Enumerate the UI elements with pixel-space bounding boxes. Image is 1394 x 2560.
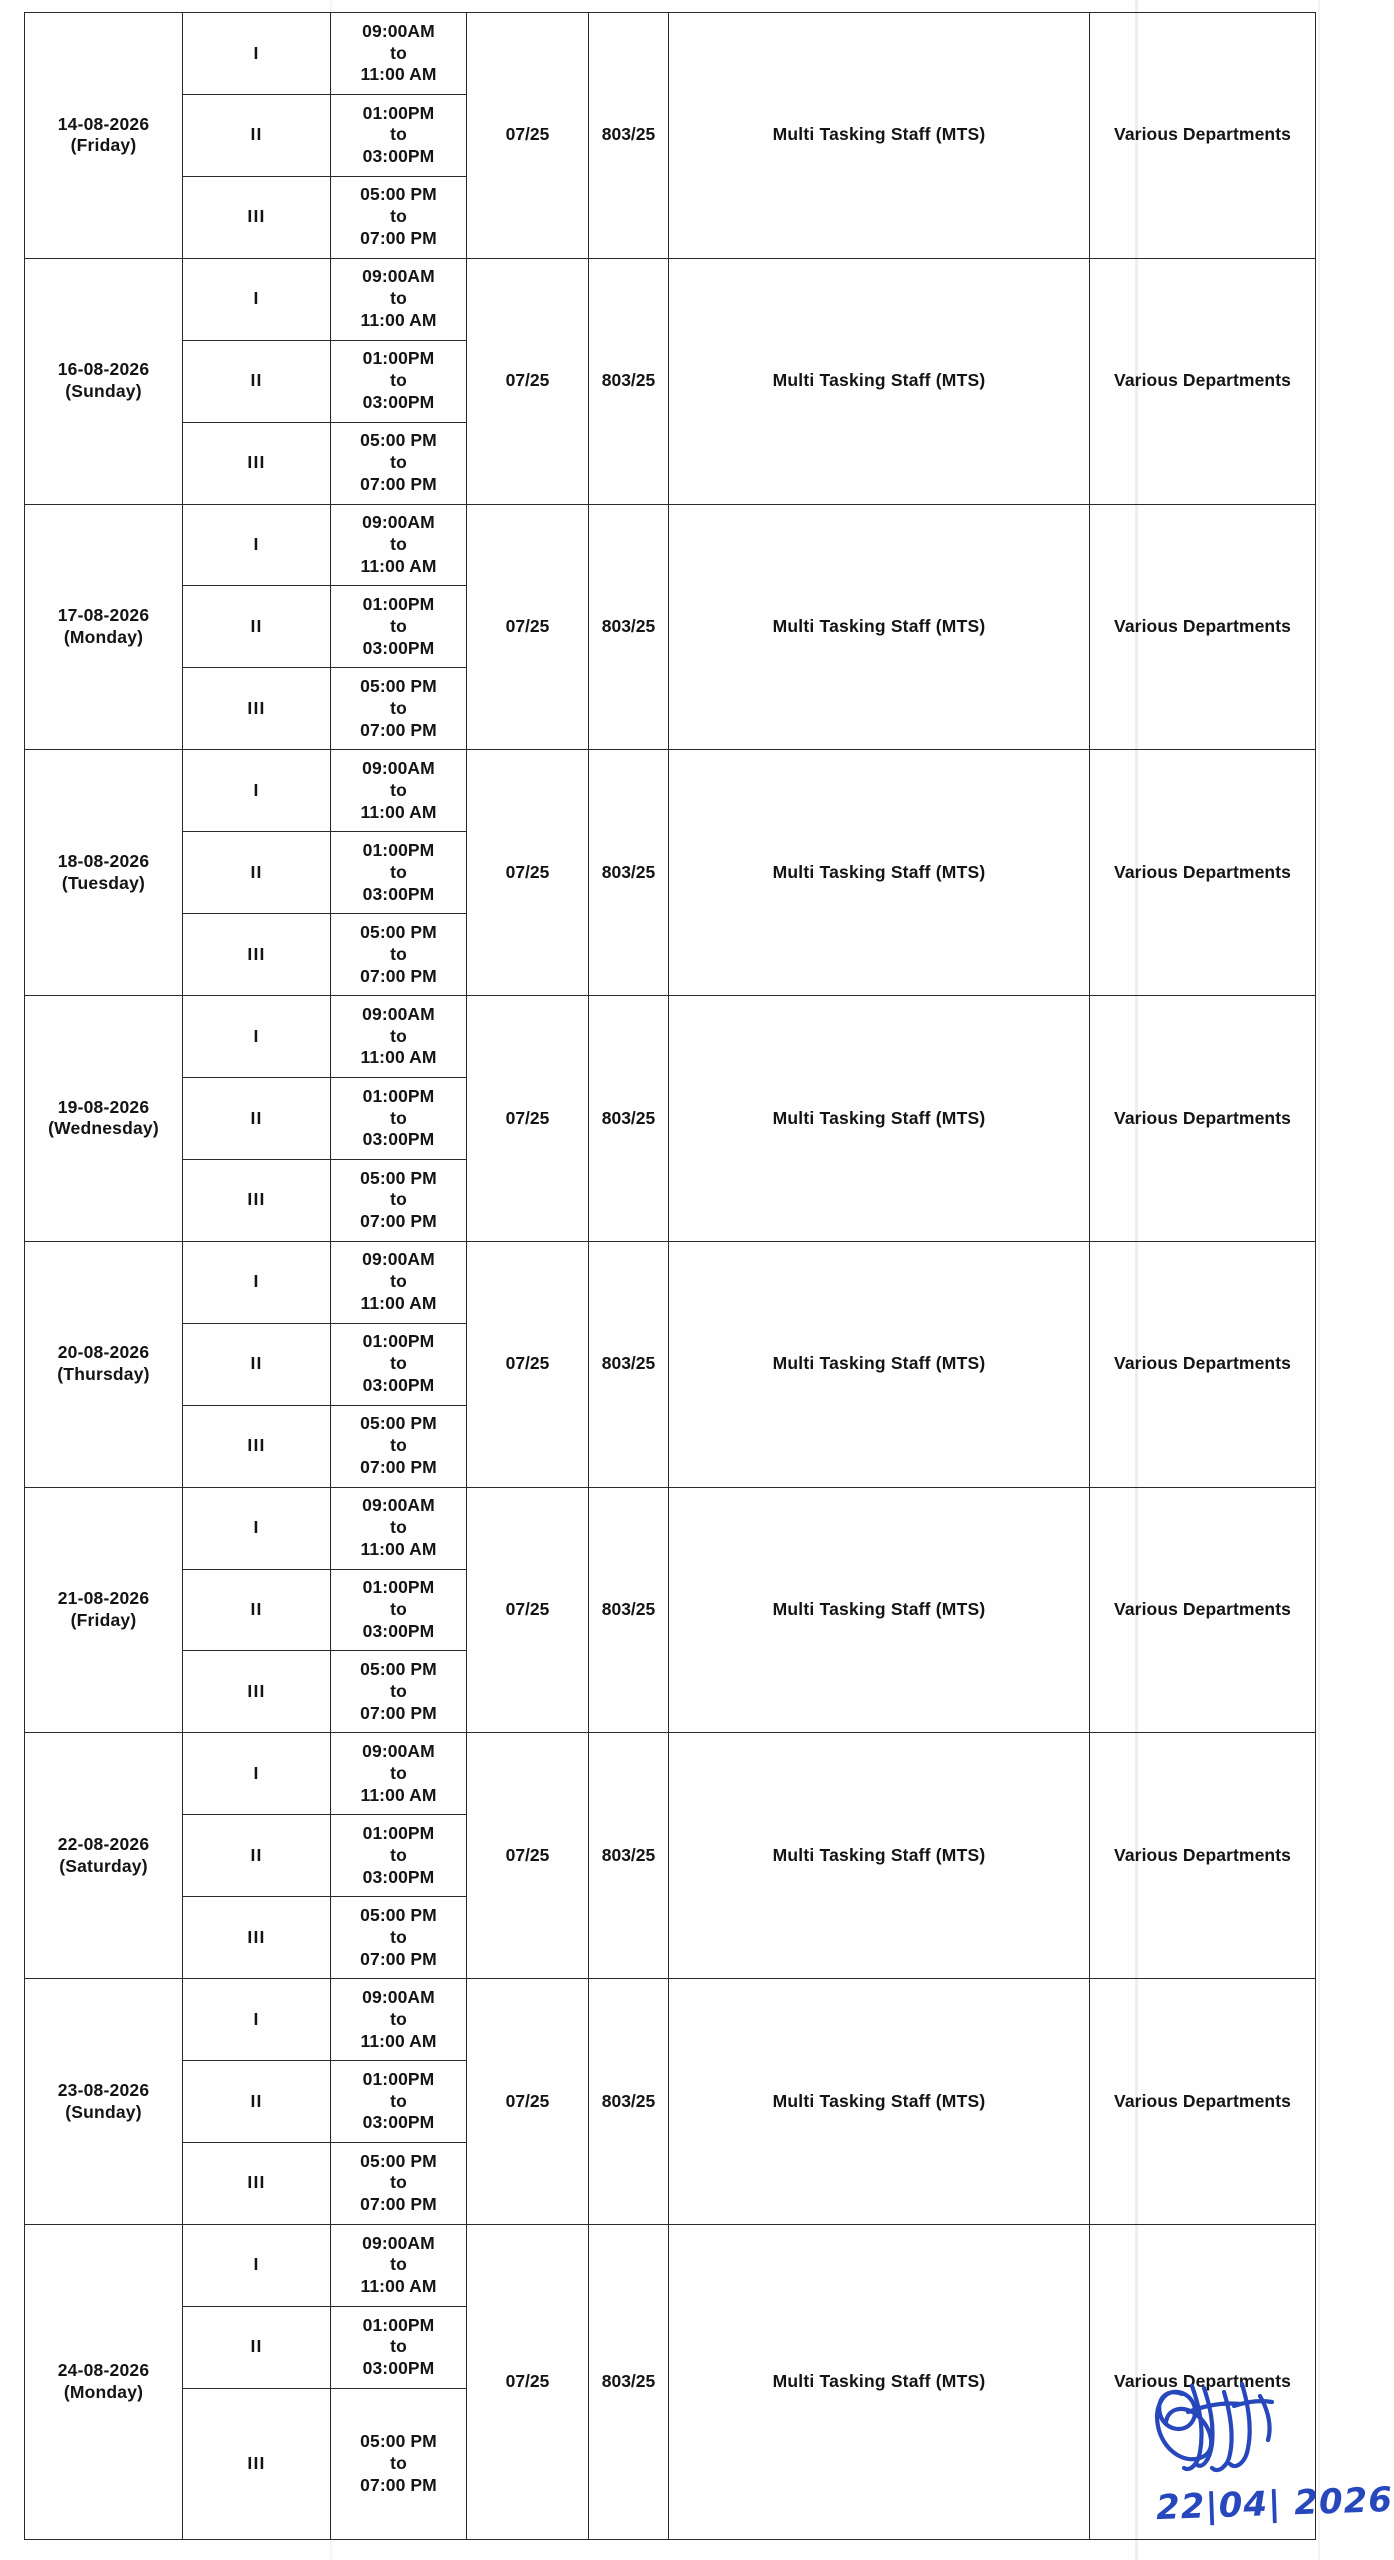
exam-date: 21-08-2026 [57,1588,150,1609]
post-code-cell: 803/25 [589,750,669,996]
time-start: 01:00PM [362,839,435,860]
session-time-cell [331,422,467,504]
session-cell: I [183,996,331,1078]
time-separator: to [390,2453,407,2474]
time-start: 05:00 PM [360,430,437,451]
time-start: 09:00AM [362,1249,435,1270]
session-cell: II [183,1323,331,1405]
session-cell: II [183,2061,331,2143]
exam-date: 19-08-2026 [57,1096,150,1117]
exam-day-of-week: (Sunday) [65,2101,142,2122]
session-time-cell [331,1651,467,1733]
time-start: 01:00PM [362,102,435,123]
exam-date-cell [25,13,183,259]
time-separator: to [390,1189,407,1210]
department-cell: Various Departments [1090,1979,1316,2225]
exam-date: 18-08-2026 [57,850,150,871]
time-start: 09:00AM [362,2232,435,2253]
session-time-cell [331,2306,467,2388]
time-separator: to [390,1025,407,1046]
exam-day-of-week: (Friday) [70,135,137,156]
time-end: 03:00PM [362,1375,435,1396]
time-separator: to [390,288,407,309]
session-time-cell [331,1979,467,2061]
department-cell: Various Departments [1090,2224,1316,2539]
time-separator: to [390,2336,407,2357]
session-cell: III [183,422,331,504]
session-time-cell [331,914,467,996]
department-cell: Various Departments [1090,996,1316,1242]
time-end: 11:00 AM [360,310,437,331]
session-cell: I [183,750,331,832]
session-time-cell [331,340,467,422]
time-start: 05:00 PM [360,2431,437,2452]
table-row [25,996,1316,1078]
session-cell: II [183,1077,331,1159]
schedule-sheet [24,12,1315,2540]
time-separator: to [390,1680,407,1701]
session-time-cell [331,1897,467,1979]
advt-no-cell: 07/25 [467,258,589,504]
time-end: 03:00PM [362,1620,435,1641]
advt-no-cell: 07/25 [467,996,589,1242]
time-start: 05:00 PM [360,1904,437,1925]
exam-date-cell [25,2224,183,2539]
session-time-cell [331,1077,467,1159]
advt-no-cell: 07/25 [467,504,589,750]
post-name-cell: Multi Tasking Staff (MTS) [669,258,1090,504]
time-start: 05:00 PM [360,1413,437,1434]
time-start: 09:00AM [362,1003,435,1024]
exam-date: 20-08-2026 [57,1342,150,1363]
exam-day-of-week: (Friday) [70,1609,137,1630]
time-end: 11:00 AM [360,1784,437,1805]
post-name-cell: Multi Tasking Staff (MTS) [669,1487,1090,1733]
post-name-cell: Multi Tasking Staff (MTS) [669,1979,1090,2225]
time-end: 07:00 PM [360,719,437,740]
time-start: 05:00 PM [360,1659,437,1680]
time-separator: to [390,943,407,964]
post-code-cell: 803/25 [589,1733,669,1979]
time-separator: to [390,1517,407,1538]
exam-date: 23-08-2026 [57,2079,150,2100]
exam-date-cell [25,1241,183,1487]
session-cell: II [183,832,331,914]
session-cell: III [183,1159,331,1241]
session-cell: III [183,1405,331,1487]
exam-date-cell [25,504,183,750]
time-start: 09:00AM [362,1741,435,1761]
advt-no-cell: 07/25 [467,2224,589,2539]
department-cell: Various Departments [1090,258,1316,504]
time-end: 03:00PM [362,2112,435,2133]
time-separator: to [390,779,407,800]
exam-date-cell [25,1979,183,2225]
session-time-cell [331,1815,467,1897]
time-end: 03:00PM [362,146,435,167]
post-code-cell: 803/25 [589,996,669,1242]
post-code-cell: 803/25 [589,504,669,750]
session-cell: I [183,2224,331,2306]
session-cell: I [183,1979,331,2061]
session-time-cell [331,668,467,750]
session-time-cell [331,1159,467,1241]
session-cell: I [183,13,331,95]
exam-date-cell [25,1733,183,1979]
session-time-cell [331,750,467,832]
exam-schedule-table [24,12,1316,2540]
table-row [25,1733,1316,1815]
time-separator: to [390,42,407,63]
time-start: 09:00AM [362,512,435,533]
time-start: 01:00PM [362,1331,435,1352]
time-end: 07:00 PM [360,474,437,494]
table-row [25,258,1316,340]
time-end: 07:00 PM [360,2474,437,2495]
exam-date: 24-08-2026 [57,2360,150,2381]
table-row [25,13,1316,95]
session-cell: III [183,1651,331,1733]
post-name-cell: Multi Tasking Staff (MTS) [669,2224,1090,2539]
exam-day-of-week: (Monday) [63,626,144,647]
time-start: 09:00AM [362,266,435,287]
time-end: 07:00 PM [360,1948,437,1969]
department-cell: Various Departments [1090,1733,1316,1979]
post-name-cell: Multi Tasking Staff (MTS) [669,750,1090,996]
advt-no-cell: 07/25 [467,1733,589,1979]
session-time-cell [331,2224,467,2306]
time-separator: to [390,1107,407,1128]
session-cell: II [183,2306,331,2388]
time-separator: to [390,2090,407,2111]
time-end: 03:00PM [362,2358,435,2379]
table-row [25,750,1316,832]
time-end: 07:00 PM [360,1211,437,1232]
time-end: 03:00PM [362,883,435,904]
time-separator: to [390,206,407,227]
time-end: 07:00 PM [360,228,437,249]
exam-day-of-week: (Wednesday) [48,1118,159,1139]
advt-no-cell: 07/25 [467,1979,589,2225]
exam-date: 17-08-2026 [57,605,150,626]
time-start: 01:00PM [362,2068,435,2089]
post-code-cell: 803/25 [589,1487,669,1733]
session-time-cell [331,13,467,95]
time-end: 07:00 PM [360,2194,437,2215]
session-cell: I [183,504,331,586]
time-start: 09:00AM [362,1986,435,2007]
time-separator: to [390,452,407,473]
exam-day-of-week: (Saturday) [59,1855,148,1876]
session-time-cell [331,1323,467,1405]
time-end: 11:00 AM [360,2276,437,2297]
session-time-cell [331,996,467,1078]
session-time-cell [331,2142,467,2224]
time-end: 11:00 AM [360,1293,437,1314]
table-row [25,2224,1316,2306]
session-cell: II [183,94,331,176]
time-end: 11:00 AM [360,64,437,85]
post-code-cell: 803/25 [589,258,669,504]
time-start: 01:00PM [362,348,435,369]
time-separator: to [390,1271,407,1292]
time-start: 01:00PM [362,1577,435,1598]
session-cell: II [183,1815,331,1897]
exam-day-of-week: (Thursday) [57,1364,150,1385]
time-separator: to [390,697,407,718]
post-name-cell: Multi Tasking Staff (MTS) [669,504,1090,750]
session-time-cell [331,1405,467,1487]
time-separator: to [390,615,407,636]
session-time-cell [331,1569,467,1651]
time-start: 01:00PM [362,2314,435,2335]
time-separator: to [390,1599,407,1620]
session-cell: III [183,2389,331,2540]
time-end: 07:00 PM [360,965,437,986]
session-cell: III [183,1897,331,1979]
post-name-cell: Multi Tasking Staff (MTS) [669,13,1090,259]
time-separator: to [390,861,407,882]
time-separator: to [390,2172,407,2193]
time-start: 05:00 PM [360,2150,437,2171]
exam-date: 22-08-2026 [57,1833,150,1854]
session-time-cell [331,258,467,340]
exam-day-of-week: (Tuesday) [61,872,146,893]
session-time-cell [331,832,467,914]
session-cell: III [183,668,331,750]
post-name-cell: Multi Tasking Staff (MTS) [669,996,1090,1242]
time-end: 11:00 AM [360,1047,437,1068]
post-code-cell: 803/25 [589,1241,669,1487]
session-time-cell [331,1487,467,1569]
post-name-cell: Multi Tasking Staff (MTS) [669,1733,1090,1979]
time-end: 11:00 AM [360,555,437,576]
department-cell: Various Departments [1090,13,1316,259]
time-separator: to [390,534,407,555]
time-end: 03:00PM [362,392,435,413]
time-separator: to [390,1844,407,1865]
department-cell: Various Departments [1090,750,1316,996]
exam-date: 14-08-2026 [57,113,150,134]
time-start: 09:00AM [362,757,435,778]
time-end: 03:00PM [362,1866,435,1887]
time-start: 09:00AM [362,20,435,41]
session-cell: I [183,1487,331,1569]
session-time-cell [331,1241,467,1323]
exam-date: 16-08-2026 [57,359,150,380]
post-code-cell: 803/25 [589,13,669,259]
session-cell: III [183,914,331,996]
session-cell: I [183,1241,331,1323]
session-time-cell [331,94,467,176]
time-start: 01:00PM [362,1822,435,1843]
advt-no-cell: 07/25 [467,13,589,259]
session-cell: I [183,258,331,340]
signature-date: 22|04| 2026 [1155,2479,1394,2529]
advt-no-cell: 07/25 [467,1487,589,1733]
time-start: 01:00PM [362,594,435,615]
scan-artifact-line-edge [1318,0,1320,2560]
time-end: 11:00 AM [360,1538,437,1559]
time-end: 07:00 PM [360,1702,437,1723]
session-time-cell [331,1733,467,1815]
time-separator: to [390,1435,407,1456]
advt-no-cell: 07/25 [467,750,589,996]
time-start: 05:00 PM [360,676,437,697]
exam-date-cell [25,258,183,504]
time-separator: to [390,1926,407,1947]
department-cell: Various Departments [1090,1241,1316,1487]
table-row [25,1979,1316,2061]
session-cell: III [183,176,331,258]
exam-date-cell [25,750,183,996]
session-time-cell [331,586,467,668]
post-code-cell: 803/25 [589,2224,669,2539]
time-end: 11:00 AM [360,801,437,822]
advt-no-cell: 07/25 [467,1241,589,1487]
time-start: 05:00 PM [360,184,437,205]
session-cell: II [183,340,331,422]
exam-date-cell [25,1487,183,1733]
time-separator: to [390,1353,407,1374]
session-time-cell [331,504,467,586]
department-cell: Various Departments [1090,504,1316,750]
time-separator: to [390,2008,407,2029]
time-end: 07:00 PM [360,1457,437,1478]
time-start: 09:00AM [362,1495,435,1516]
exam-date-cell [25,996,183,1242]
time-separator: to [390,124,407,145]
session-time-cell [331,176,467,258]
time-start: 01:00PM [362,1085,435,1106]
table-row [25,1487,1316,1569]
time-end: 03:00PM [362,637,435,658]
exam-day-of-week: (Sunday) [65,381,142,402]
session-time-cell [331,2389,467,2540]
exam-day-of-week: (Monday) [63,2381,144,2402]
session-cell: II [183,586,331,668]
post-name-cell: Multi Tasking Staff (MTS) [669,1241,1090,1487]
session-cell: I [183,1733,331,1815]
post-code-cell: 803/25 [589,1979,669,2225]
time-start: 05:00 PM [360,1167,437,1188]
time-end: 03:00PM [362,1129,435,1150]
session-cell: II [183,1569,331,1651]
session-time-cell [331,2061,467,2143]
time-separator: to [390,1762,407,1783]
time-separator: to [390,370,407,391]
session-cell: III [183,2142,331,2224]
table-row [25,1241,1316,1323]
department-cell: Various Departments [1090,1487,1316,1733]
time-start: 05:00 PM [360,921,437,942]
time-end: 11:00 AM [360,2030,437,2051]
time-separator: to [390,2254,407,2275]
table-row [25,504,1316,586]
